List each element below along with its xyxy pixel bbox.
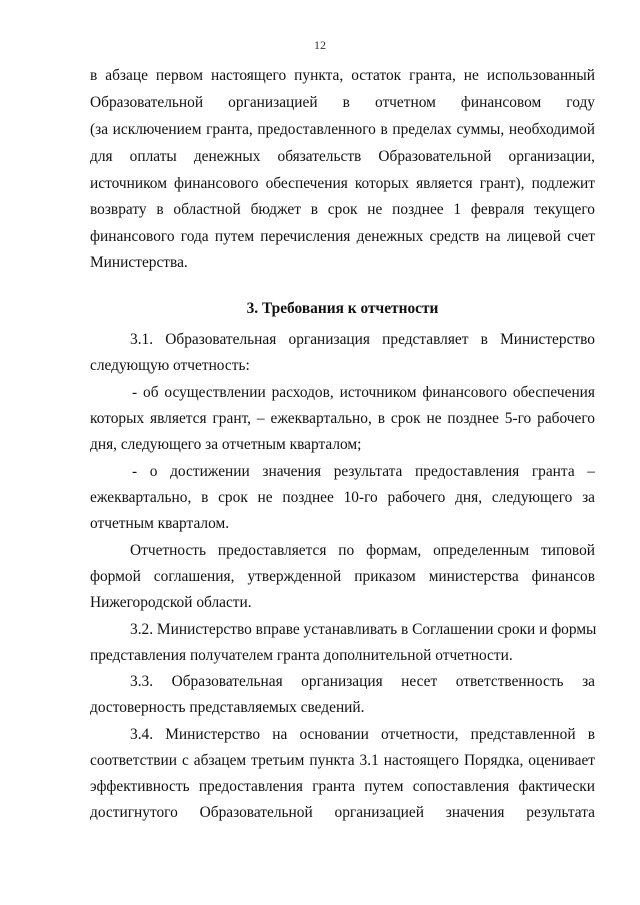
paragraph-line: представления получателем гранта дополнительной отчетности. — [90, 647, 513, 664]
paragraph-line: соответствии с абзацем третьим пункта 3.1 настоящего Порядка, оценивает — [90, 752, 595, 769]
paragraph-line: Отчетность предоставляется по формам, определенным типовой — [130, 542, 595, 559]
paragraph-line: 3.4. Министерство на основании отчетности, представленной в — [130, 726, 595, 743]
paragraph-line: формой соглашения, утвержденной приказом министерства финансов — [90, 568, 595, 585]
paragraph-line: 3.3. Образовательная организация несет ответственность за — [130, 673, 595, 690]
paragraph-line: достоверность представляемых сведений. — [90, 699, 365, 716]
paragraph-line: 3.1. Образовательная организация представляет в Министерство — [130, 331, 595, 348]
paragraph-line: эффективность предоставления гранта путем сопоставления фактически — [90, 778, 595, 795]
paragraph-line: для оплаты денежных обязательств Образовательной организации, — [90, 148, 595, 165]
page-number: 12 — [314, 38, 326, 52]
list-item-line: - об осуществлении расходов, источником финансового обеспечения — [132, 384, 595, 401]
paragraph-line: Образовательной организацией в отчетном финансовом году — [90, 94, 595, 111]
paragraph-line: ежеквартально, в срок не позднее 10-го рабочего дня, следующего за — [90, 489, 595, 506]
paragraph-line: Нижегородской области. — [90, 594, 252, 611]
list-item-line: - о достижении значения результата предоставления гранта – — [132, 463, 595, 480]
paragraph-line: возврату в областной бюджет в срок не позднее 1 февраля текущего — [90, 201, 595, 218]
paragraph-line: (за исключением гранта, предоставленного в пределах суммы, необходимой — [90, 121, 595, 138]
paragraph-line: следующую отчетность: — [90, 357, 250, 374]
paragraph-line: Министерства. — [90, 254, 188, 271]
paragraph-line: источником финансового обеспечения которых является грант), подлежит — [90, 175, 595, 192]
paragraph-line: 3.2. Министерство вправе устанавливать в Соглашении сроки и формы — [130, 621, 597, 638]
paragraph-line: отчетным кварталом. — [90, 515, 230, 532]
paragraph-line: в абзаце первом настоящего пункта, остаток гранта, не использованный — [90, 67, 595, 84]
paragraph-line: финансового года путем перечисления денежных средств на лицевой счет — [90, 228, 595, 245]
paragraph-line: которых является грант, – ежеквартально, в срок не позднее 5-го рабочего — [90, 410, 595, 427]
paragraph-line: дня, следующего за отчетным кварталом; — [90, 436, 362, 453]
section-heading: 3. Требования к отчетности — [246, 300, 439, 317]
paragraph-line: достигнутого Образовательной организацией значения результата — [90, 804, 595, 821]
